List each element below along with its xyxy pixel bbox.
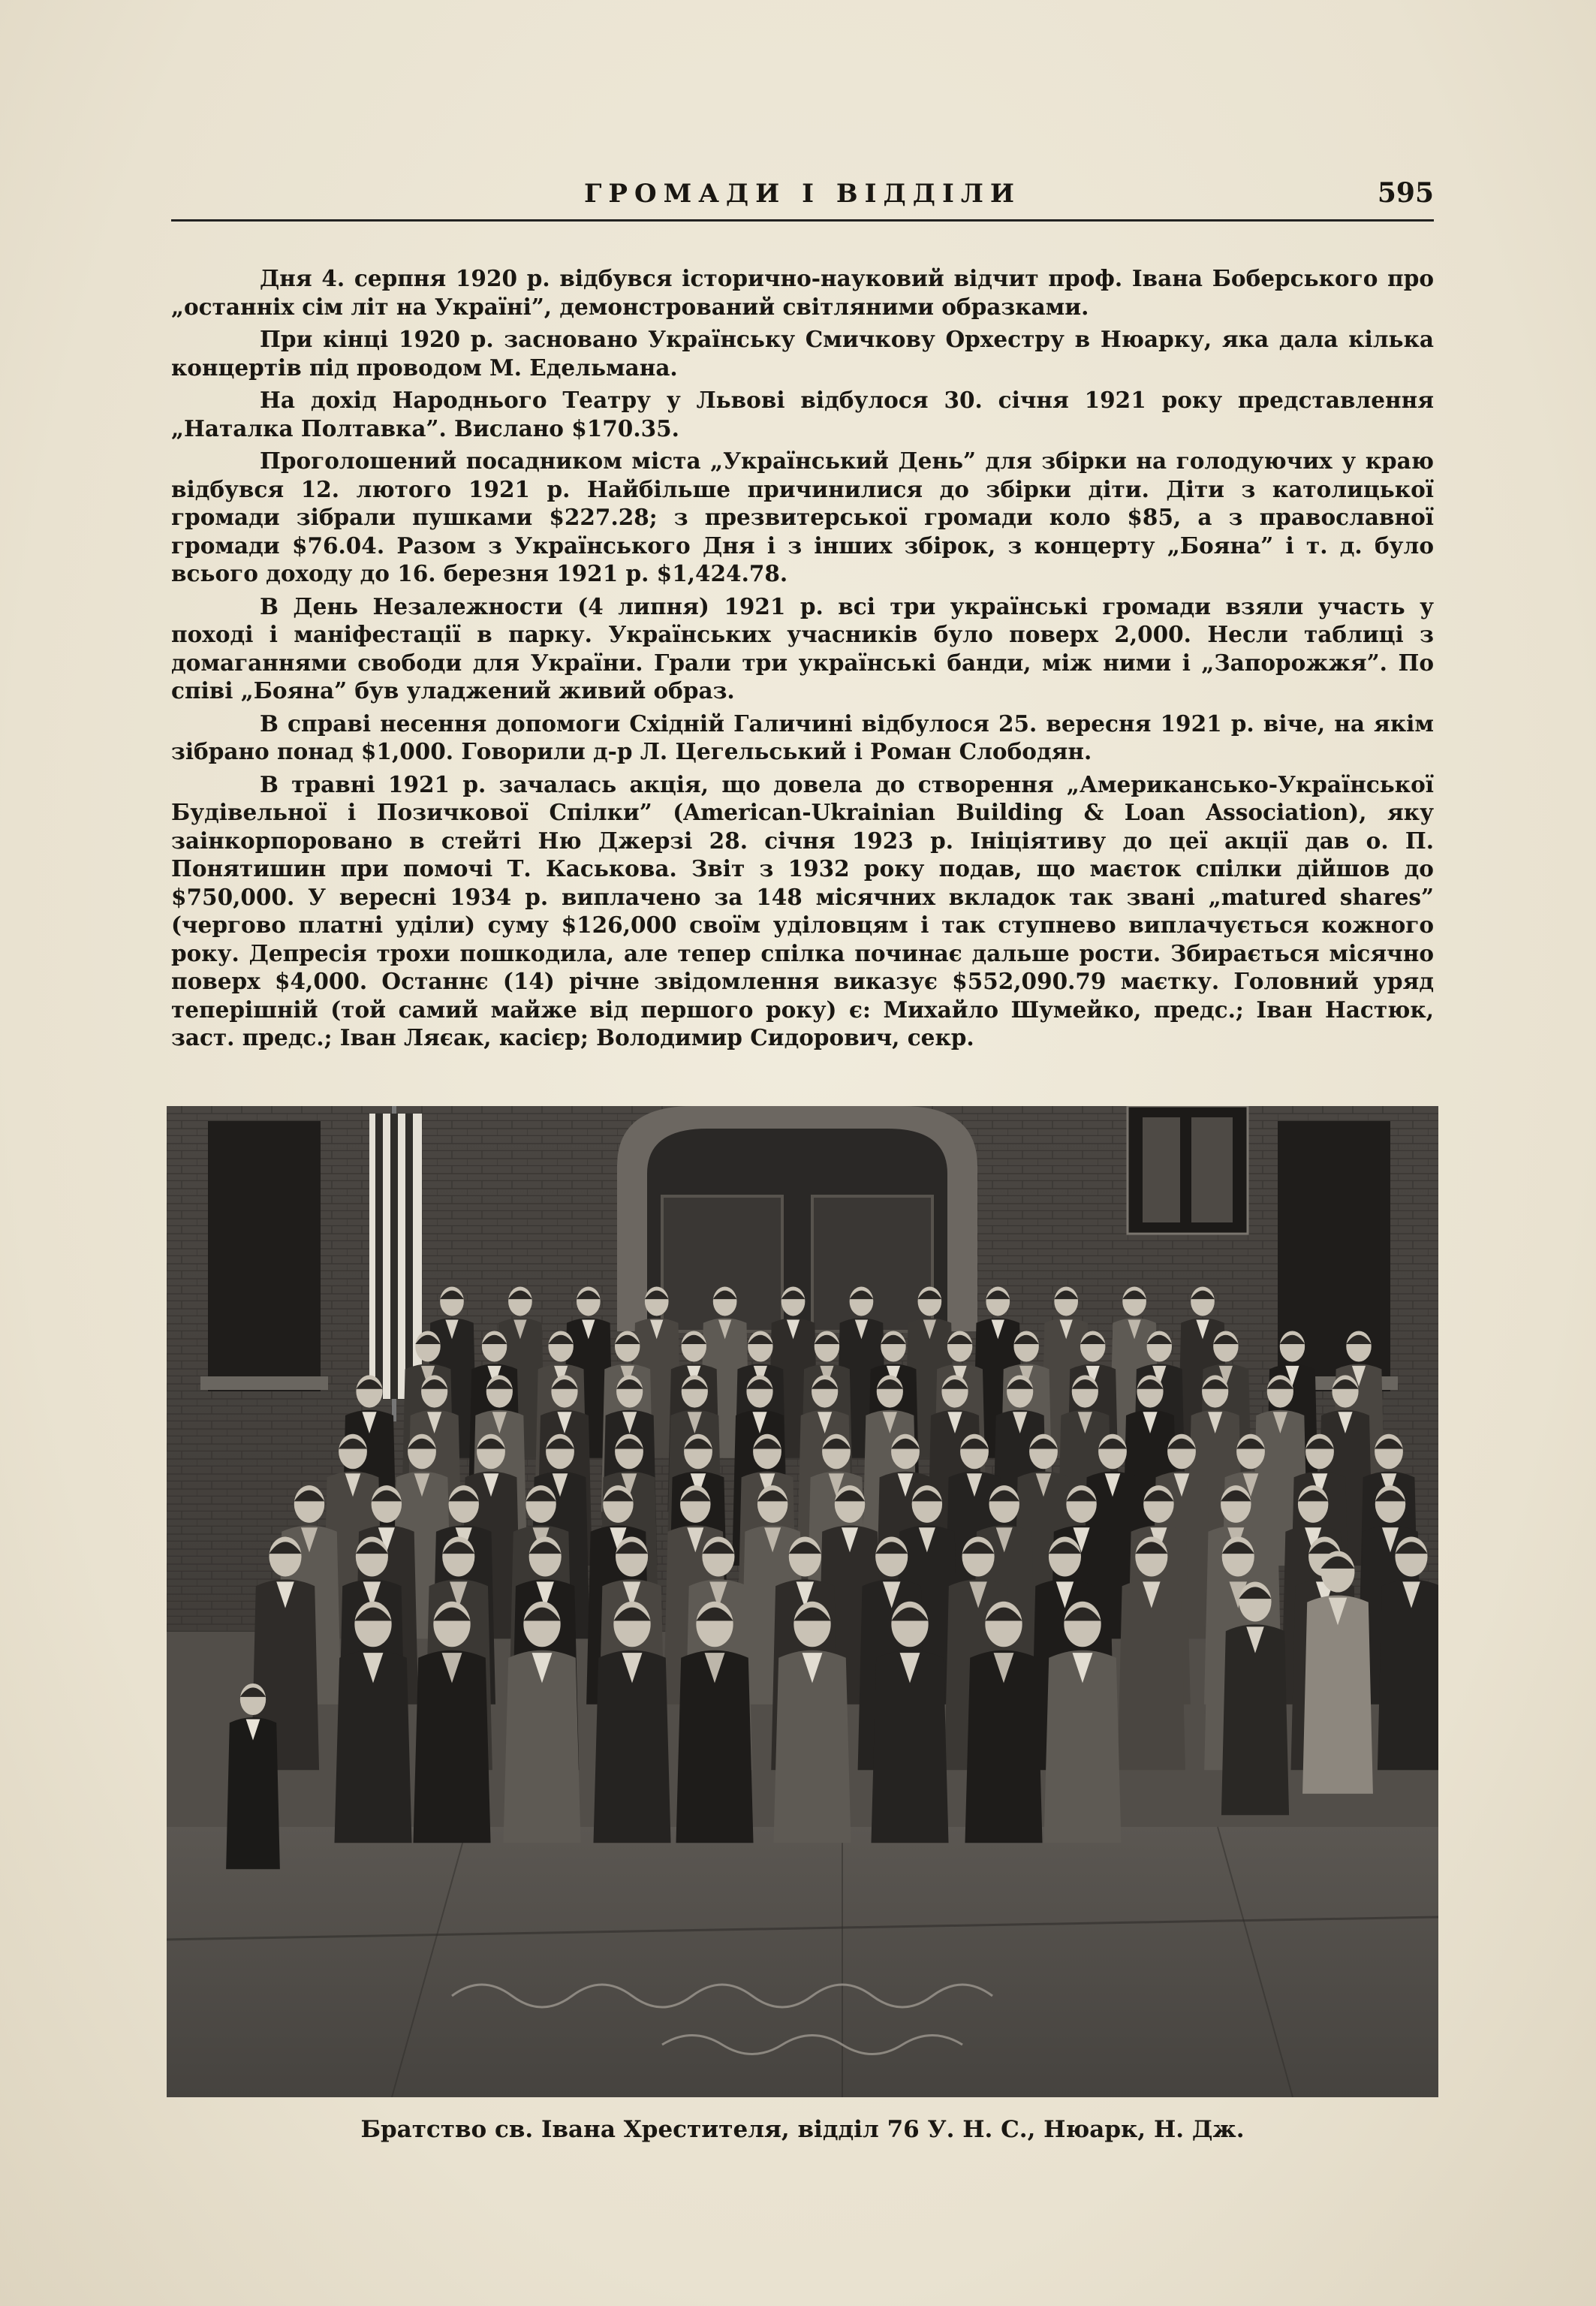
paragraph: В День Незалежности (4 липня) 1921 р. всі три українські громади взяли участь у поході і маніфестації в парку. Українських учасників було поверх 2,000. Несли таблиці з домаганнями свободи для України. Грали три українські банди, між ними і „Запорожжя”. По співі „Бояна” був уладжений живий образ.: [171, 592, 1434, 704]
flag-icon: [369, 1114, 422, 1399]
paragraph: В справі несення допомоги Східній Галичині відбулося 25. вересня 1921 р. віче, на якім зібрано понад $1,000. Говорили д-р Л. Цегельський і Роман Слободян.: [171, 710, 1434, 764]
photograph-illustration: [167, 1106, 1438, 2097]
page-number: 595: [1377, 177, 1434, 209]
paragraph: При кінці 1920 р. засновано Українську Смичкову Орхестру в Нюарку, яка дала кілька концертів під проводом М. Едельмана.: [171, 326, 1434, 381]
paragraph: Дня 4. серпня 1920 р. відбувся історично-науковий відчит проф. Івана Боберського про „останніх сім літ на Україні”, демонстрований світляними образками.: [171, 265, 1434, 320]
body-text: [171, 264, 1434, 1057]
running-head: ГРОМАДИ І ВІДДІЛИ: [583, 179, 1022, 209]
group-photograph: [167, 1106, 1438, 2097]
paragraph: На дохід Народнього Театру у Львові відбулося 30. січня 1921 року представлення „Наталка Полтавка”. Вислано $170.35.: [171, 387, 1434, 442]
page-header: [171, 174, 1434, 222]
photo-caption: Братство св. Івана Хрестителя, відділ 76 У. Н. С., Нюарк, Н. Дж.: [360, 2116, 1245, 2143]
paragraph: В травні 1921 р. зачалась акція, що довела до створення „Американсько-Української Будівельної і Позичкової Спілки” (American-Ukrainian Building & Loan Association), яку заінкорпоровано в стейті Ню Джерзі 28. січня 1923 р. Ініціятиву до цеї акції дав о. П. Понятишин при помочі Т. Каськова. Звіт з 1932 року подав, що маєток спілки дійшов до $750,000. У вересні 1934 р. виплачено за 148 місячних вкладок так звані „matured shares” (чергово платні уділи) суму $126,000 своїм уділовцям і так ступнево виплачується кожного року. Депресія трохи пошкодила, але тепер спілка починає дальше рости. Збирається місячно поверх $4,000. Останнє (14) річне звідомлення виказує $552,090.79 маєтку. Головний уряд теперішній (той самий майже від першого року) є: Михайло Шумейко, предс.; Іван Настюк, заст. предс.; Іван Ляєак, касієр; Володимир Сидорович, секр.: [171, 770, 1434, 1051]
paragraph: Проголошений посадником міста „Український День” для збірки на голодуючих у краю відбувся 12. лютого 1921 р. Найбільше причинилися до збірки діти. Діти з католицької громади зібрали пушками $227.28; з презвитерської громади коло $85, а з православної громади $76.04. Разом з Українського Дня і з інших збірок, з концерту „Бояна” і т. д. було всього доходу до 16. березня 1921 р. $1,424.78.: [171, 448, 1434, 586]
